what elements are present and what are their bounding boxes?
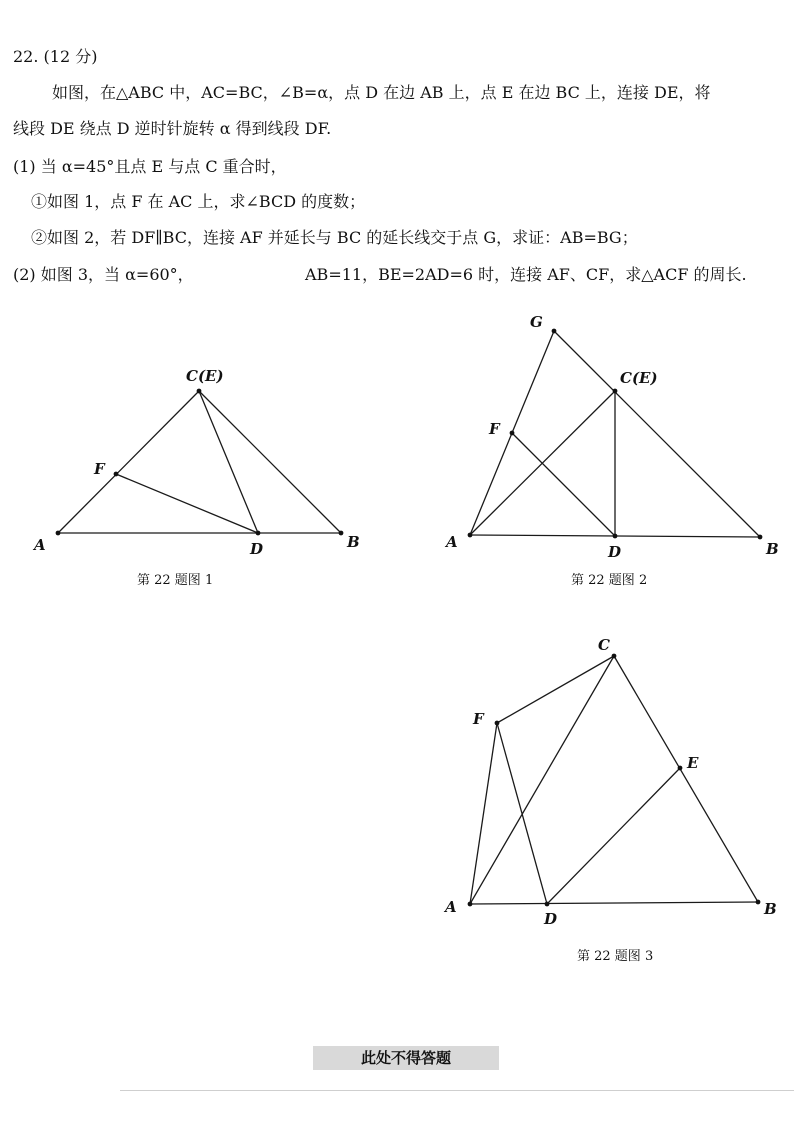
point-b	[756, 900, 761, 905]
label-b: B	[766, 540, 779, 558]
segment-ab	[470, 902, 758, 904]
label-c: C	[598, 636, 610, 654]
no-answer-zone-banner: 此处不得答题	[313, 1046, 499, 1070]
figure-3-caption: 第 22 题图 3	[577, 949, 654, 964]
label-f: F	[94, 460, 105, 478]
question-part-2-start: (2) 如图 3，当 α=60°，	[13, 265, 194, 284]
label-ce: C(E)	[620, 369, 658, 387]
segment-cb	[614, 656, 758, 902]
label-ce: C(E)	[186, 367, 224, 385]
point-f	[495, 721, 500, 726]
label-a: A	[34, 536, 46, 554]
segment-de	[547, 768, 680, 904]
point-d	[545, 902, 550, 907]
figure-1-caption: 第 22 题图 1	[137, 573, 214, 588]
label-f: F	[473, 710, 484, 728]
bottom-divider	[120, 1090, 794, 1091]
question-header: 22. (12 分)	[13, 47, 98, 66]
label-d: D	[608, 543, 622, 561]
segment-fd	[497, 723, 547, 904]
question-part-1-sub-1: ①如图 1，点 F 在 AC 上，求∠BCD 的度数；	[31, 192, 366, 211]
label-b: B	[764, 900, 777, 918]
label-d: D	[544, 910, 558, 928]
label-e: E	[687, 754, 699, 772]
label-f: F	[489, 420, 500, 438]
label-a: A	[446, 533, 458, 551]
segment-af	[470, 723, 497, 904]
point-c	[612, 654, 617, 659]
label-a: A	[445, 898, 457, 916]
label-d: D	[250, 540, 264, 558]
question-paragraph-2: 线段 DE 绕点 D 逆时针旋转 α 得到线段 DF.	[13, 119, 332, 138]
figure-2-caption: 第 22 题图 2	[571, 573, 648, 588]
question-part-1-sub-2: ②如图 2，若 DF∥BC，连接 AF 并延长与 BC 的延长线交于点 G，求证：AB=BG；	[31, 228, 638, 247]
question-part-2-end: AB=11，BE=2AD=6 时，连接 AF、CF，求△ACF 的周长.	[305, 265, 747, 284]
question-paragraph-1: 如图，在△ABC 中，AC=BC，∠B=α，点 D 在边 AB 上，点 E 在边 BC 上，连接 DE，将	[52, 83, 711, 102]
label-g: G	[530, 313, 543, 331]
figure-3-segments	[470, 656, 758, 904]
segment-fc	[497, 656, 614, 723]
question-part-1: (1) 当 α=45°且点 E 与点 C 重合时，	[13, 157, 287, 176]
label-b: B	[347, 533, 360, 551]
segment-ac	[470, 656, 614, 904]
point-a	[468, 902, 473, 907]
point-e	[678, 766, 683, 771]
